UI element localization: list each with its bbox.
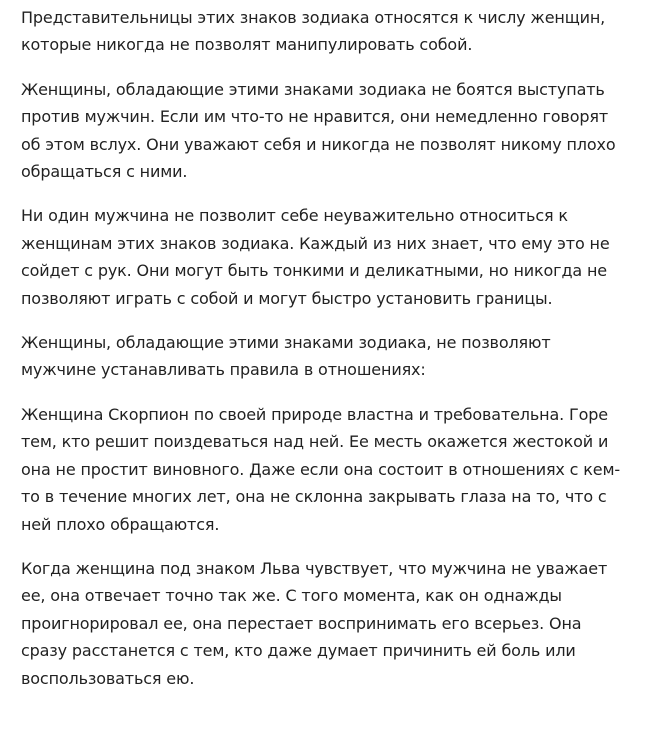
article-paragraph: Женщина Скорпион по своей природе властна и требовательна. Горе тем, кто решит поиздеваться над ней. Ее месть окажется жестокой и она не простит виновного. Даже если она состоит в отношениях с кем-то в течение многих лет, она не склонна закрывать глаза на то, что с ней плохо обращаются. xyxy=(21,404,621,534)
article-paragraph: Женщины, обладающие этими знаками зодиака, не позволяют мужчине устанавливать правила в отношениях: xyxy=(21,333,551,380)
article-paragraph: Когда женщина под знаком Льва чувствует, что мужчина не уважает ее, она отвечает точно так же. С того момента, как он однажды проигнорировал ее, она перестает воспринимать его всерьез. Она сразу расстанется с тем, кто даже думает причинить ей боль или воспользоваться ею. xyxy=(21,558,608,688)
article-paragraph: Женщины, обладающие этими знаками зодиака не боятся выступать против мужчин. Если им что-то не нравится, они немедленно говорят об этом вслух. Они уважают себя и никогда не позволят никому плохо обращаться с ними. xyxy=(21,79,616,182)
article-paragraph: Представительницы этих знаков зодиака относятся к числу женщин, которые никогда не позволят манипулировать собой. xyxy=(21,8,606,55)
article-paragraph: Ни один мужчина не позволит себе неуважительно относиться к женщинам этих знаков зодиака. Каждый из них знает, что ему это не сойдет с рук. Они могут быть тонкими и деликатными, но никогда не позволяют играть с собой и могут быстро установить границы. xyxy=(21,206,610,308)
